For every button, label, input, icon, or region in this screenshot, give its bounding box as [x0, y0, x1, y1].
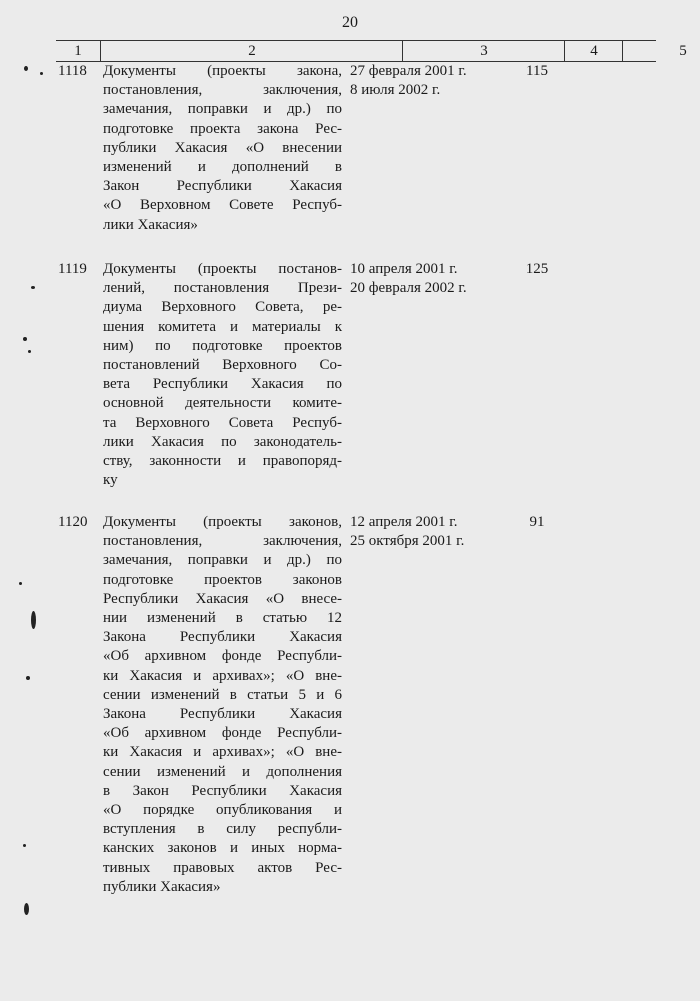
scan-speck	[24, 66, 28, 71]
description-line: лений, постановления Прези-	[103, 280, 342, 297]
page-number: 20	[342, 14, 358, 31]
table-header	[56, 40, 687, 62]
description-line: сении изменений и дополнения	[103, 763, 342, 780]
description-line: Документы (проекты закона,	[103, 63, 342, 79]
description-line: диума Верховного Совета, ре-	[103, 299, 342, 316]
entry-number: 1120	[58, 514, 88, 530]
description-line: ним) по подготовке проектов	[103, 337, 342, 354]
description-line: «Об архивном фонде Республи-	[103, 648, 342, 665]
date-end: 25 октября 2001 г.	[350, 533, 465, 550]
description-line: лики Хакасия по законодатель-	[103, 433, 342, 450]
description-line: изменений и дополнений в	[103, 159, 342, 176]
date-end: 8 июля 2002 г.	[350, 82, 441, 99]
entry-count: 125	[525, 261, 549, 277]
description-line: постановления, заключения,	[103, 82, 342, 99]
description-line: лики Хакасия»	[103, 216, 198, 233]
column-header-3: 3	[402, 41, 565, 61]
column-header-2: 2	[100, 41, 403, 61]
description-line: Закона Республики Хакасия	[103, 706, 342, 723]
scan-speck	[23, 844, 26, 847]
column-header-4: 4	[564, 41, 623, 61]
entry-number: 1118	[58, 63, 87, 79]
description-line: вступления в силу республи-	[103, 821, 342, 838]
entry-description	[103, 62, 342, 235]
scan-speck	[24, 903, 29, 915]
description-line: та Верховного Совета Респуб-	[103, 414, 342, 431]
column-header-5: 5	[622, 41, 700, 61]
description-line: вета Республики Хакасия по	[103, 376, 342, 393]
entry-description	[103, 260, 342, 490]
description-line: Документы (проекты постанов-	[103, 261, 342, 277]
description-line: Закона Республики Хакасия	[103, 629, 342, 646]
description-line: основной деятельности комите-	[103, 395, 342, 412]
scan-speck	[19, 582, 22, 585]
description-line: в Закон Республики Хакасия	[103, 782, 342, 799]
description-line: подготовке проектов законов	[103, 571, 342, 588]
date-start: 10 апреля 2001 г.	[350, 261, 458, 277]
description-line: «О порядке опубликования и	[103, 802, 342, 819]
description-line: сении изменений в статьи 5 и 6	[103, 686, 342, 703]
description-line: нии изменений в статью 12	[103, 610, 342, 627]
description-line: ству, законности и правопоряд-	[103, 453, 342, 470]
description-line: замечания, поправки и др.) по	[103, 101, 342, 118]
description-line: «О Верховном Совете Респуб-	[103, 197, 342, 214]
entry-dates	[350, 260, 510, 298]
entry-dates	[350, 513, 510, 551]
date-end: 20 февраля 2002 г.	[350, 280, 467, 297]
entry-count: 115	[526, 63, 548, 79]
scan-speck	[31, 611, 36, 629]
date-start: 12 апреля 2001 г.	[350, 514, 458, 530]
description-line: публики Хакасия «О внесении	[103, 139, 342, 156]
entry-number: 1119	[58, 261, 87, 277]
description-line: постановлений Верховного Со-	[103, 357, 342, 374]
entry-dates	[350, 62, 510, 100]
description-line: замечания, поправки и др.) по	[103, 552, 342, 569]
description-line: постановления, заключения,	[103, 533, 342, 550]
description-line: Закон Республики Хакасия	[103, 178, 342, 195]
date-start: 27 февраля 2001 г.	[350, 63, 467, 79]
entry-description	[103, 513, 342, 897]
description-line: подготовке проекта закона Рес-	[103, 120, 342, 137]
scan-speck	[31, 286, 35, 289]
description-line: тивных правовых актов Рес-	[103, 859, 342, 876]
description-line: «Об архивном фонде Республи-	[103, 725, 342, 742]
description-line: ку	[103, 472, 118, 489]
scan-speck	[26, 676, 30, 680]
scan-speck	[40, 72, 43, 75]
description-line: канских законов и иных норма-	[103, 840, 342, 857]
entry-count: 91	[529, 514, 545, 530]
description-line: Документы (проекты законов,	[103, 514, 342, 530]
description-line: Республики Хакасия «О внесе-	[103, 590, 342, 607]
description-line: шения комитета и материалы к	[103, 318, 342, 335]
description-line: ки Хакасия и архивах»; «О вне-	[103, 744, 342, 761]
scan-speck	[28, 350, 31, 353]
description-line: публики Хакасия»	[103, 878, 221, 895]
scan-speck	[23, 337, 27, 341]
column-header-1: 1	[74, 43, 82, 59]
description-line: ки Хакасия и архивах»; «О вне-	[103, 667, 342, 684]
